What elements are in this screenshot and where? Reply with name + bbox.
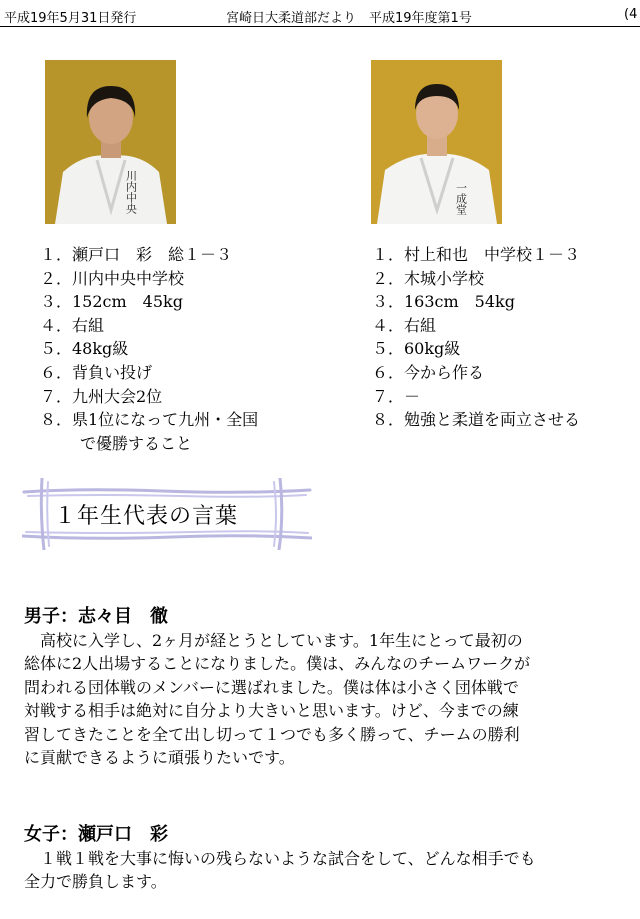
list-item: ８． 県1位になって九州・全国 [40, 410, 259, 430]
paragraph-line: 問われる団体戦のメンバーに選ばれました。僕は体は小さく団体戦で [24, 677, 519, 697]
newsletter-title: 宮崎日大柔道部だより 平成19年度第1号 [226, 11, 472, 26]
page-number: (4 [624, 7, 638, 22]
paragraph-line: 高校に入学し、2ヶ月が経とうとしています。1年生にとって最初の [24, 631, 523, 650]
paragraph-line: １戦１戦を大事に悔いの残らないような試合をして、どんな相手でも [24, 849, 536, 868]
right-member-photo [371, 60, 502, 224]
judoka-girl-portrait [45, 60, 176, 224]
list-item: １． 村上和也 中学校１－３ [372, 245, 581, 264]
list-item: ２． 木城小学校 [372, 268, 485, 288]
list-item: ７． － [372, 386, 421, 406]
issue-date: 平成19年5月31日発行 [4, 11, 137, 26]
paragraph-line: 対戦する相手は絶対に自分より大きいと思います。けど、今までの練 [24, 701, 519, 721]
list-item: １． 瀬戸口 彩 総１－３ [40, 245, 233, 264]
list-item: ６． 背負い投げ [40, 362, 153, 382]
girls-message-title: 女子：瀬戸口 彩 [24, 824, 168, 845]
list-item: ３． 152cm 45kg [40, 292, 183, 312]
section-heading: １年生代表の言葉 [54, 504, 239, 529]
list-item-continuation: で優勝すること [80, 433, 193, 453]
right-profile-list [372, 243, 640, 432]
gi-embroidery-right: 一成堂 [454, 182, 468, 215]
boys-message-title: 男子：志々目 徹 [24, 606, 168, 627]
list-item: ４． 右組 [40, 315, 105, 335]
list-item: ８． 勉強と柔道を両立させる [372, 410, 581, 430]
page-header [0, 0, 640, 27]
list-item: ５． 48kg級 [40, 339, 129, 359]
judoka-boy-portrait [371, 60, 502, 224]
list-item: ６． 今から作る [372, 362, 485, 382]
paragraph-line: に貢献できるように頑張りたいです。 [24, 748, 295, 768]
list-item: ３． 163cm 54kg [372, 292, 515, 312]
girls-message-body [24, 847, 636, 894]
paragraph-line: 総体に2人出場することになりました。僕は、みんなのチームワークが [24, 654, 531, 674]
left-member-photo [45, 60, 176, 224]
gi-embroidery-left: 川内中央 [124, 170, 138, 214]
paragraph-line: 全力で勝負します。 [24, 872, 167, 892]
left-profile-list [40, 243, 320, 455]
boys-message-body [24, 629, 636, 769]
list-item: ７． 九州大会2位 [40, 386, 163, 406]
list-item: ２． 川内中央中学校 [40, 268, 185, 288]
list-item: ４． 右組 [372, 315, 437, 335]
paragraph-line: 習してきたことを全て出し切って１つでも多く勝って、チームの勝利 [24, 724, 520, 744]
list-item: ５． 60kg級 [372, 339, 461, 359]
